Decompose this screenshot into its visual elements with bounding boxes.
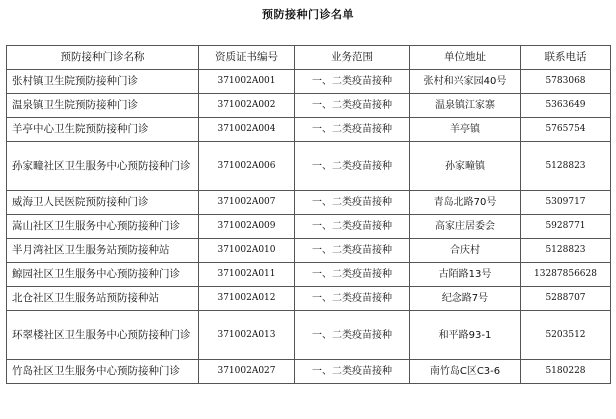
clinic-name: 环翠楼社区卫生服务中心预防接种门诊 — [7, 311, 199, 360]
header-scope: 业务范围 — [295, 46, 410, 70]
table-row — [7, 263, 611, 287]
phone: 5309717 — [521, 191, 611, 215]
clinic-name: 温泉镇卫生院预防接种门诊 — [7, 94, 199, 118]
cert-number: 371002A004 — [199, 118, 295, 142]
table-row — [7, 142, 611, 191]
cert-number: 371002A002 — [199, 94, 295, 118]
header-cert-number: 资质证书编号 — [199, 46, 295, 70]
address: 纪念路7号 — [410, 287, 521, 311]
phone: 5765754 — [521, 118, 611, 142]
cert-number: 371002A006 — [199, 142, 295, 191]
table-row — [7, 215, 611, 239]
table-row — [7, 311, 611, 360]
table-row — [7, 287, 611, 311]
cert-number: 371002A027 — [199, 360, 295, 384]
clinic-table — [6, 45, 611, 384]
scope: 一、二类疫苗接种 — [295, 287, 410, 311]
cert-number: 371002A007 — [199, 191, 295, 215]
address: 青岛北路70号 — [410, 191, 521, 215]
clinic-name: 半月湾社区卫生服务站预防接种站 — [7, 239, 199, 263]
header-row — [7, 46, 611, 70]
clinic-name: 羊亭中心卫生院预防接种门诊 — [7, 118, 199, 142]
scope: 一、二类疫苗接种 — [295, 94, 410, 118]
scope: 一、二类疫苗接种 — [295, 239, 410, 263]
clinic-name: 张村镇卫生院预防接种门诊 — [7, 70, 199, 94]
scope: 一、二类疫苗接种 — [295, 360, 410, 384]
table-row — [7, 239, 611, 263]
phone: 5180228 — [521, 360, 611, 384]
cert-number: 371002A009 — [199, 215, 295, 239]
phone: 5288707 — [521, 287, 611, 311]
table-row — [7, 191, 611, 215]
cert-number: 371002A011 — [199, 263, 295, 287]
clinic-name: 北仓社区卫生服务站预防接种站 — [7, 287, 199, 311]
address: 羊亭镇 — [410, 118, 521, 142]
phone: 5203512 — [521, 311, 611, 360]
phone: 5128823 — [521, 239, 611, 263]
address: 和平路93-1 — [410, 311, 521, 360]
phone: 5783068 — [521, 70, 611, 94]
header-phone: 联系电话 — [521, 46, 611, 70]
clinic-name: 威海卫人民医院预防接种门诊 — [7, 191, 199, 215]
scope: 一、二类疫苗接种 — [295, 311, 410, 360]
scope: 一、二类疫苗接种 — [295, 142, 410, 191]
header-address: 单位地址 — [410, 46, 521, 70]
address: 南竹岛C区C3-6 — [410, 360, 521, 384]
address: 温泉镇江家寨 — [410, 94, 521, 118]
scope: 一、二类疫苗接种 — [295, 263, 410, 287]
clinic-name: 嵩山社区卫生服务中心预防接种门诊 — [7, 215, 199, 239]
address: 张村和兴家园40号 — [410, 70, 521, 94]
scope: 一、二类疫苗接种 — [295, 191, 410, 215]
phone: 5363649 — [521, 94, 611, 118]
address: 合庆村 — [410, 239, 521, 263]
address: 孙家疃镇 — [410, 142, 521, 191]
phone: 5928771 — [521, 215, 611, 239]
scope: 一、二类疫苗接种 — [295, 118, 410, 142]
clinic-name: 孙家疃社区卫生服务中心预防接种门诊 — [7, 142, 199, 191]
phone: 13287856628 — [521, 263, 611, 287]
clinic-name: 竹岛社区卫生服务中心预防接种门诊 — [7, 360, 199, 384]
scope: 一、二类疫苗接种 — [295, 70, 410, 94]
cert-number: 371002A001 — [199, 70, 295, 94]
table-row — [7, 70, 611, 94]
page-title: 预防接种门诊名单 — [262, 8, 354, 21]
table-row — [7, 94, 611, 118]
address: 古陌路13号 — [410, 263, 521, 287]
cert-number: 371002A013 — [199, 311, 295, 360]
cert-number: 371002A012 — [199, 287, 295, 311]
scope: 一、二类疫苗接种 — [295, 215, 410, 239]
table-row — [7, 118, 611, 142]
cert-number: 371002A010 — [199, 239, 295, 263]
header-clinic-name: 预防接种门诊名称 — [7, 46, 199, 70]
phone: 5128823 — [521, 142, 611, 191]
clinic-name: 鲸园社区卫生服务中心预防接种门诊 — [7, 263, 199, 287]
table-row — [7, 360, 611, 384]
address: 高家庄居委会 — [410, 215, 521, 239]
